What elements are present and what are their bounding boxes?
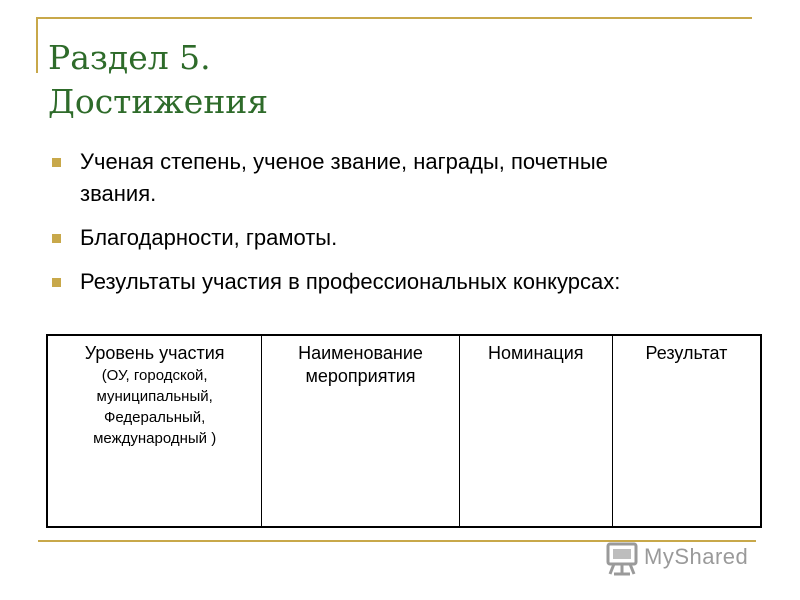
presentation-board-icon — [604, 538, 642, 576]
header-level-main: Уровень участия — [84, 343, 225, 363]
header-nomination — [459, 335, 612, 527]
bullet-text: Результаты участия в профессиональных конкурсах: — [80, 269, 621, 294]
results-table — [46, 334, 762, 528]
header-event-name-text: Наименование мероприятия — [298, 343, 423, 386]
square-bullet-icon — [52, 158, 61, 167]
table-header-row — [47, 335, 761, 527]
bullet-item — [50, 266, 670, 298]
bullet-list — [50, 146, 670, 310]
square-bullet-icon — [52, 278, 61, 287]
header-level-sub: (ОУ, городской, муниципальный, Федеральный, международный ) — [93, 367, 217, 447]
header-event-name — [262, 335, 459, 527]
header-result — [612, 335, 761, 527]
watermark-logo — [604, 538, 774, 578]
square-bullet-icon — [52, 234, 61, 243]
left-rule — [36, 17, 38, 73]
bullet-item — [50, 146, 670, 210]
top-rule — [38, 17, 752, 19]
slide-title — [48, 36, 268, 124]
title-line-2: Достижения — [48, 82, 269, 121]
title-line-1: Раздел 5. — [48, 38, 211, 77]
header-level — [47, 335, 262, 527]
bullet-text: Благодарности, грамоты. — [80, 225, 338, 250]
bullet-text: Ученая степень, ученое звание, награды, почетные звания. — [80, 149, 608, 206]
header-nomination-text: Номинация — [488, 343, 584, 363]
bullet-item — [50, 222, 670, 254]
header-result-text: Результат — [645, 343, 728, 363]
watermark-text: MyShared — [644, 544, 749, 569]
